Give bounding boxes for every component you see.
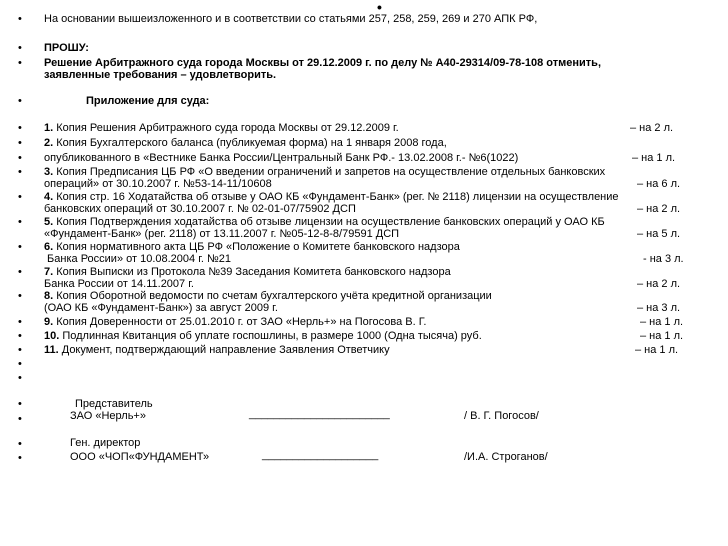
intro-text: На основании вышеизложенного и в соответствии со статьями 257, 258, 259, 269 и 270 АПК РФ, [44,13,538,25]
appendix-item-2 [44,137,447,150]
rep-signature-line: _______________________ [249,408,390,420]
item-number: 11. [44,344,59,356]
item-pages: – на 3 л. [637,302,681,314]
bullet: • [18,372,22,384]
bullet: • [18,316,22,328]
item-text: Подлинная Квитанция об уплате госпошлины, в размере 1000 (Одна тысяча) руб. [62,330,482,342]
appendix-heading: Приложение для суда: [86,95,210,107]
bullet: • [18,330,22,342]
bullet: • [18,137,22,149]
item-number: 1. [44,122,54,134]
bullet: • [18,13,22,25]
bullet: • [18,398,22,410]
item-number: 6. [44,241,54,253]
item-text: Копия Доверенности от 25.01.2010 г. от ЗАО «Нерль+» на Погосова В. Г. [56,316,427,328]
item-number: 9. [44,316,54,328]
bullet: • [18,413,22,425]
dir-signature-line: ___________________ [262,449,379,461]
item-text: Копия Решения Арбитражного суда города Москвы от 29.12.2009 г. [56,122,399,134]
bullet: • [18,216,22,228]
bullet: • [18,122,22,134]
item-number: 7. [44,266,54,278]
item-pages: – на 6 л. [637,178,681,190]
item-pages: - на 3 л. [643,253,684,265]
item-text: Копия Подтверждения ходатайства об отзыве лицензии на осуществление банковских операций у ОАО КБ [56,216,605,228]
item-text: Копия Оборотной ведомости по счетам бухгалтерского учёта кредитной организации [56,290,492,302]
appendix-item-2-continued: опубликованного в «Вестнике Банка России/Центральный Банк РФ.- 13.02.2008 г.- №6(1022) [44,152,519,164]
dir-org: ООО «ЧОП«ФУНДАМЕНТ» [70,451,210,463]
item-number: 5. [44,216,54,228]
dir-name: /И.А. Строганов/ [464,451,548,463]
request-line-2: заявленные требования – удовлетворить. [44,69,277,81]
bullet: • [18,95,22,107]
bullet: • [18,152,22,164]
item-number: 10. [44,330,60,342]
bullet: • [18,344,22,356]
item-text-line-2: операций» от 30.10.2007 г. №53-14-11/10608 [44,178,272,190]
appendix-item-9 [44,316,426,329]
item-pages: – на 2 л. [630,122,674,134]
bullet: • [18,241,22,253]
item-text: Копия Бухгалтерского баланса (публикуемая форма) на 1 января 2008 года, [56,137,447,149]
bullet: • [18,438,22,450]
item-text-line-2: Банка России» от 10.08.2004 г. №21 [44,253,232,265]
bullet: • [18,358,22,370]
bullet: • [18,290,22,302]
item-text-line-2: «Фундамент-Банк» (рег. 2118) от 13.11.2007 г. №05-12-8-8/79591 ДСП [44,228,400,240]
item-text: Копия Выписки из Протокола №39 Заседания Комитета банковского надзора [56,266,451,278]
item-text-line-2: банковских операций от 30.10.2007 г. № 02-01-07/75902 ДСП [44,203,356,215]
dir-title: Ген. директор [70,437,141,449]
rep-org: ЗАО «Нерль+» [70,410,146,422]
top-mark: • [377,0,382,15]
item-text: Копия стр. 16 Ходатайства об отзыве у ОАО КБ «Фундамент-Банк» (рег. № 2118) лицензии на осуществление [56,191,619,203]
rep-name: / В. Г. Погосов/ [464,410,539,422]
bullet: • [18,452,22,464]
appendix-item-10 [44,330,482,343]
item-text: Копия Предписания ЦБ РФ «О введении ограничений и запретов на осуществление отдельных банковских [56,166,606,178]
item-pages: – на 2 л. [637,203,681,215]
bullet: • [18,191,22,203]
item-number: 2. [44,137,54,149]
item-pages: – на 1 л. [640,316,684,328]
appendix-item-11 [44,344,390,357]
item-pages: – на 1 л. [635,344,679,356]
item-pages: – на 5 л. [637,228,681,240]
request-heading: ПРОШУ: [44,42,89,54]
item-number: 8. [44,290,54,302]
item-text: Копия нормативного акта ЦБ РФ «Положение о Комитете банковского надзора [56,241,460,253]
item-pages: – на 1 л. [640,330,684,342]
bullet: • [18,266,22,278]
bullet: • [18,166,22,178]
item-text: Документ, подтверждающий направление Заявления Ответчику [58,344,390,356]
item-text-line-2: (ОАО КБ «Фундамент-Банк») за август 2009 г. [44,302,278,314]
rep-title: Представитель [75,398,153,410]
bullet: • [18,42,22,54]
appendix-item-1 [44,122,399,135]
item-number: 3. [44,166,54,178]
item-pages: – на 2 л. [637,278,681,290]
request-line-1: Решение Арбитражного суда города Москвы от 29.12.2009 г. по делу № А40-29314/09-78-108 отменить, [44,57,601,69]
item-text-line-2: Банка России от 14.11.2007 г. [44,278,194,290]
bullet: • [18,57,22,69]
item-pages: – на 1 л. [632,152,676,164]
item-number: 4. [44,191,54,203]
